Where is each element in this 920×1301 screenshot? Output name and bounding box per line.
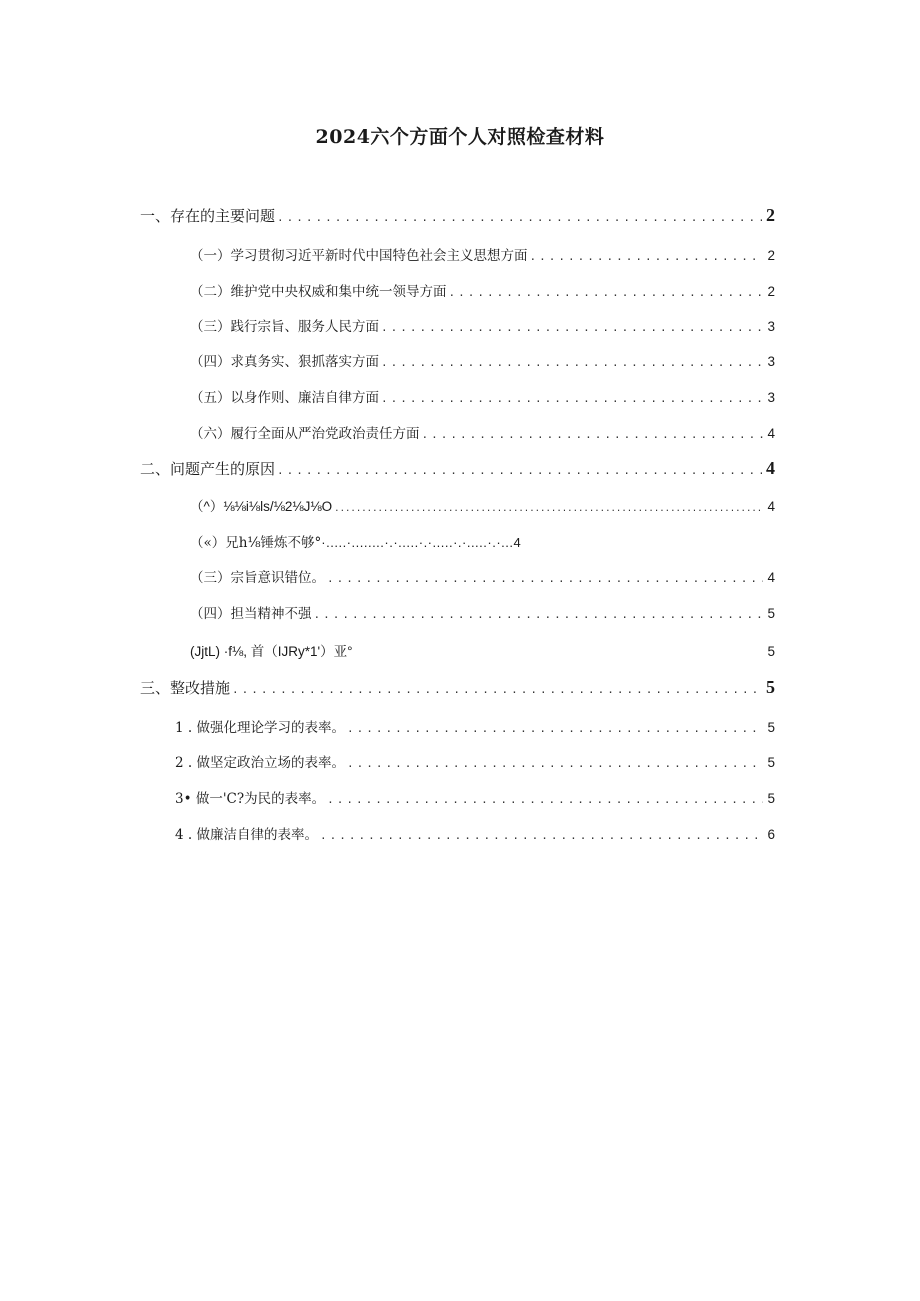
toc-entry-1-1[interactable] <box>190 244 775 264</box>
toc-entry-section-3[interactable] <box>140 677 775 698</box>
toc-entry-3-1[interactable] <box>175 716 775 736</box>
toc-dot-leader <box>277 464 762 477</box>
toc-page-number: 3 <box>767 354 775 369</box>
toc-entry-2-3[interactable] <box>190 566 775 586</box>
toc-entry-label: 2 . 做坚定政治立场的表率。 <box>175 755 345 771</box>
toc-page-number: 5 <box>767 720 775 735</box>
toc-entry-label: 1 . 做强化理论学习的表率。 <box>175 720 345 736</box>
toc-entry-section-2[interactable] <box>140 458 775 479</box>
toc-entry-section-1[interactable] <box>140 205 775 226</box>
toc-dot-leader <box>320 829 764 842</box>
toc-dot-leader <box>381 356 763 369</box>
toc-entry-label: (JjtL) ·f⅛, 首（IJRy*1'）亚° <box>190 644 353 659</box>
toc-dot-leader <box>347 757 764 770</box>
toc-entry-3-2[interactable] <box>175 751 775 771</box>
toc-page-number: 5 <box>766 677 775 697</box>
toc-entry-1-6[interactable] <box>190 422 775 442</box>
toc-entry-label: （一）学习贯彻习近平新时代中国特色社会主义思想方面 <box>190 248 528 264</box>
toc-page-number: 4 <box>767 570 775 585</box>
toc-entry-2-2[interactable] <box>190 531 775 551</box>
toc-page-number: 2 <box>766 205 775 225</box>
toc-entry-label: 一、存在的主要问题 <box>140 207 276 225</box>
toc-entry-label: 三、整改措施 <box>140 679 231 697</box>
toc-dot-leader <box>232 683 762 696</box>
toc-entry-label: （«）兄h⅛锤炼不够° <box>190 535 322 551</box>
toc-dot-leader <box>327 572 763 585</box>
toc-entry-3-3[interactable] <box>175 787 775 807</box>
toc-page-number: 4 <box>766 458 775 478</box>
toc-entry-2-5[interactable] <box>190 640 775 660</box>
toc-entry-1-5[interactable] <box>190 386 775 406</box>
toc-dot-leader <box>381 321 763 334</box>
toc-dot-leader <box>327 793 763 806</box>
toc-page-number: 2 <box>767 284 775 299</box>
toc-entry-1-3[interactable] <box>190 315 775 335</box>
toc-page-number: 5 <box>767 606 775 621</box>
toc-entry-label: （六）履行全面从严治党政治责任方面 <box>190 426 420 442</box>
toc-page-number: 5 <box>767 755 775 770</box>
toc-dot-leader <box>381 392 763 405</box>
toc-entry-label: 3• 做一'C?为民的表率。 <box>175 791 326 807</box>
toc-dot-leader <box>277 211 762 224</box>
toc-page-number: 5 <box>767 791 775 806</box>
toc-entry-label: （^）⅛⅛i⅛ls/⅛2⅛J⅛O <box>190 499 333 514</box>
document-title: 2024六个方面个人对照检查材料 <box>315 126 605 148</box>
toc-page-number: 6 <box>767 827 775 842</box>
toc-entry-1-4[interactable] <box>190 350 775 370</box>
toc-page-number: 3 <box>767 390 775 405</box>
toc-page-number: 2 <box>767 248 775 263</box>
toc-entry-label: （四）担当精神不强 <box>190 606 312 622</box>
toc-entry-label: 4 . 做廉洁自律的表率。 <box>175 827 318 843</box>
toc-page-number: 5 <box>767 644 775 659</box>
toc-garbled-leader: ·.....·........·.·.....·.·.....·.·.....·.·...4 <box>321 535 522 550</box>
toc-entry-label: （五）以身作则、廉洁自律方面 <box>190 390 379 406</box>
toc-entry-2-1[interactable] <box>190 495 775 515</box>
toc-entry-3-4[interactable] <box>175 823 775 843</box>
toc-dot-leader <box>334 504 763 514</box>
toc-page-number: 3 <box>767 319 775 334</box>
toc-dot-leader <box>314 608 764 621</box>
toc-dot-leader <box>422 428 764 441</box>
toc-entry-label: （三）宗旨意识错位。 <box>190 570 325 586</box>
toc-entry-label: （二）维护党中央权威和集中统一领导方面 <box>190 284 447 300</box>
toc-dot-leader <box>449 286 764 299</box>
toc-entry-1-2[interactable] <box>190 280 775 300</box>
toc-page-number: 4 <box>767 426 775 441</box>
toc-entry-label: 二、问题产生的原因 <box>140 460 276 478</box>
toc-dot-leader <box>530 250 764 263</box>
toc-entry-label: （四）求真务实、狠抓落实方面 <box>190 354 379 370</box>
toc-page-number: 4 <box>767 499 775 514</box>
toc-dot-leader <box>347 722 764 735</box>
toc-entry-label: （三）践行宗旨、服务人民方面 <box>190 319 379 335</box>
toc-entry-2-4[interactable] <box>190 602 775 622</box>
